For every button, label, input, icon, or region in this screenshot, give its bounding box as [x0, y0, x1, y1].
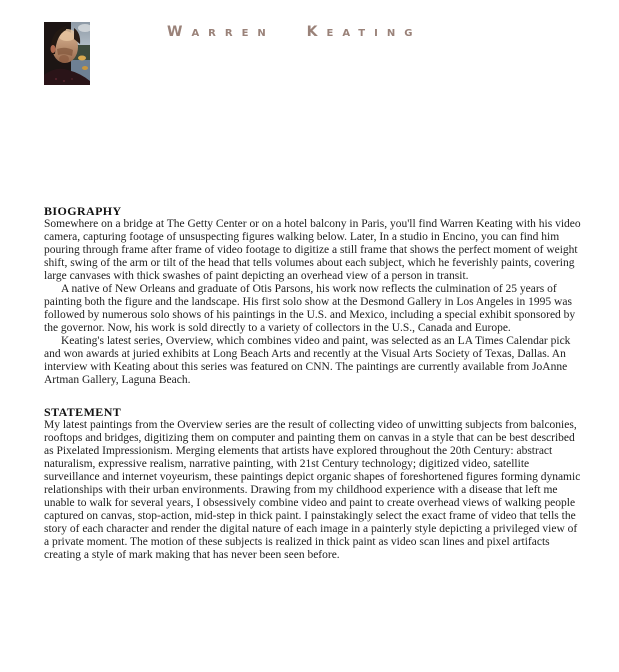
main-text-column	[44, 205, 581, 562]
statement-section	[44, 406, 581, 562]
biography-paragraph: Keating's latest series, Overview, which combines video and paint, was selected as an LA Times Calendar pick and won awards at juried exhibits at Long Beach Arts and recently at the Visual Arts Society of Texas, Dallas. An interview with Keating about this series was featured on CNN. The paintings are currently available from JoAnne Artman Gallery, Laguna Beach.	[44, 335, 571, 386]
artist-name-title: Warren Keating	[167, 24, 422, 40]
biography-heading: BIOGRAPHY	[44, 204, 122, 218]
statement-heading: STATEMENT	[44, 405, 122, 419]
statement-paragraph: My latest paintings from the Overview series are the result of collecting video of unwitting subjects from balconies, rooftops and bridges, digitizing them on computer and painting them on canvas in a style that can be best described as Pixelated Impressionism. Merging elements that artists have explored throughout the 20th Century: abstract naturalism, expressive realism, narrative painting, with 21st Century technology; digitized video, satellite surveillance and internet voyeurism, these paintings depict organic shapes of foreshortened figures forming dynamic relationships with their urban environments. Drawing from my childhood experience with a disease that left me unable to walk for several years, I obsessively combine video and paint to create overhead views of walking people captured on canvas, stop-action, mid-step in thick paint. I painstakingly select the exact frame of video that tells the story of each character and render the digital nature of each image in a painterly style depicting a privileged view of a private moment. The motion of these subjects is realized in thick paint as video scan lines and pixel artifacts creating a style of mark making that has never been seen before.	[44, 419, 581, 561]
biography-paragraph: A native of New Orleans and graduate of Otis Parsons, his work now reflects the culmination of 25 years of painting both the figure and the landscape. His first solo show at the Desmond Gallery in Los Angeles in 1995 was followed by numerous solo shows of his paintings in the U.S. and Mexico, including a special exhibit sponsored by the governor. Now, his work is sold directly to a variety of collectors in the U.S., Canada and Europe.	[44, 283, 576, 334]
biography-section	[44, 205, 581, 387]
artist-portrait-photo	[44, 22, 90, 85]
biography-paragraph: Somewhere on a bridge at The Getty Center or on a hotel balcony in Paris, you'll find Warren Keating with his video camera, capturing footage of unsuspecting figures walking below. Later, In a studio in Encino, you can find him pouring through frame after frame of video footage to digitize a still frame that shows the perfect moment of weight shift, swing of the arm or tilt of the head that tells volumes about each subject, which he feverishly paints, covering large canvases with thick swashes of paint depicting an overhead view of a person in transit.	[44, 218, 581, 282]
